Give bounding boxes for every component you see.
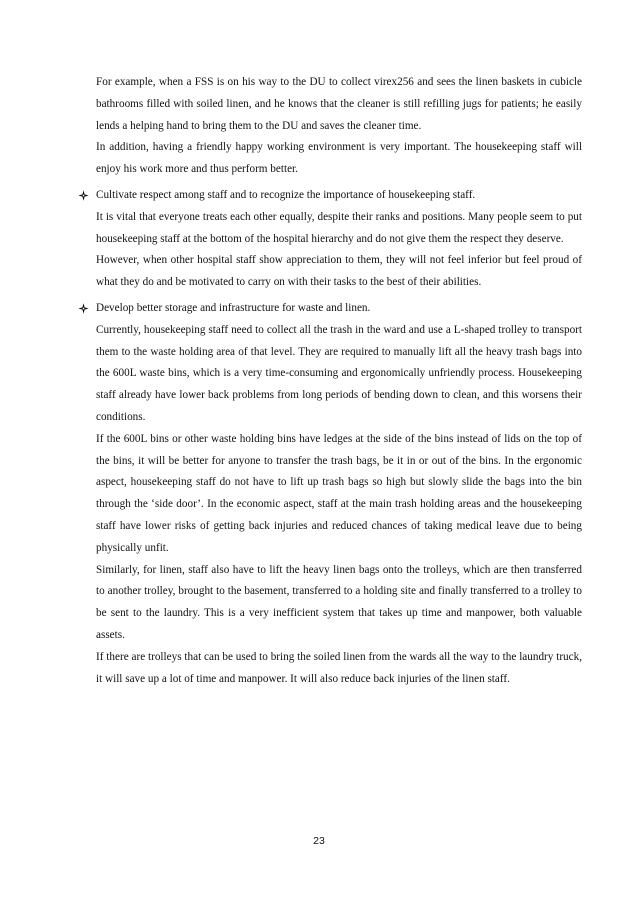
bullet-heading-storage (96, 298, 582, 320)
diamond-bullet-icon (77, 298, 90, 320)
storage-paragraph-3: Similarly, for linen, staff also have to lift the heavy linen bags onto the trolleys, which are then transferred to another trolley, brought to the basement, transferred to a holding site and finally transferred to a trolley to be sent to the laundry. This is a very inefficient system that takes up time and manpower, both valuable assets. (96, 563, 582, 641)
intro-paragraph-1: For example, when a FSS is on his way to the DU to collect virex256 and sees the linen baskets in cubicle bathrooms filled with soiled linen, and he knows that the cleaner is still refilling jugs for patients; he easily lends a helping hand to bring them to the DU and saves the cleaner time. (96, 76, 582, 132)
body-text (96, 72, 582, 690)
bullet-heading-respect (96, 185, 582, 207)
storage-paragraph-1: Currently, housekeeping staff need to collect all the trash in the ward and use a L-shaped trolley to transport them to the waste holding area of that level. They are required to manually lift all the heavy trash bags into the 600L waste bins, which is a very time-consuming and ergonomically unfriendly process. Housekeeping staff already have lower back problems from long periods of bending down to clean, and this worsens their conditions. (96, 323, 582, 423)
bullet-heading-text: Develop better storage and infrastructure for waste and linen. (96, 301, 371, 314)
diamond-bullet-icon (77, 185, 90, 207)
storage-paragraph-4: If there are trolleys that can be used to bring the soiled linen from the wards all the way to the laundry truck, it will save up a lot of time and manpower. It will also reduce back injuries of the linen staff. (96, 650, 582, 685)
respect-paragraph-2: However, when other hospital staff show appreciation to them, they will not feel inferior but feel proud of what they do and be motivated to carry on with their tasks to the best of their abilities. (96, 254, 582, 289)
bullet-storage (96, 298, 582, 690)
respect-paragraph-1: It is vital that everyone treats each other equally, despite their ranks and positions. Many people seem to put housekeeping staff at the bottom of the hospital hierarchy and do not give them the respect they deserve. (96, 210, 582, 245)
bullet-heading-text: Cultivate respect among staff and to recognize the importance of housekeeping staff. (96, 188, 476, 201)
page-number: 23 (313, 835, 325, 847)
intro-paragraph-2: In addition, having a friendly happy working environment is very important. The housekeeping staff will enjoy his work more and thus perform better. (96, 141, 582, 176)
bullet-respect (96, 185, 582, 294)
storage-paragraph-2: If the 600L bins or other waste holding bins have ledges at the side of the bins instead of lids on the top of the bins, it will be better for anyone to transfer the trash bags, be it in or out of the bins. In the ergonomic aspect, housekeeping staff do not have to lift up trash bags so high but slowly slide the bags into the bin through the ‘side door’. In the economic aspect, staff at the main trash holding areas and the housekeeping staff have lower risks of getting back injuries and reduced chances of taking medical leave due to being physically unfit. (96, 432, 582, 554)
